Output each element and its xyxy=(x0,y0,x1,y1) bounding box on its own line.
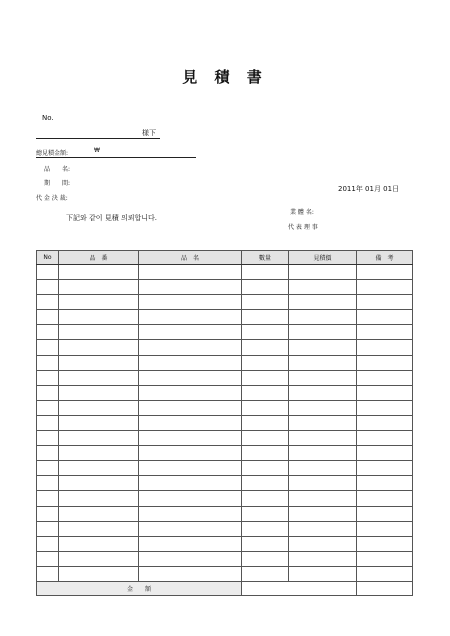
row-price-cell xyxy=(289,536,357,551)
row-quantity-cell xyxy=(242,325,289,340)
row-item-name-cell xyxy=(139,476,242,491)
row-no-cell xyxy=(37,536,59,551)
row-item-code-cell xyxy=(59,551,139,566)
document-title: 見 積 書 xyxy=(182,68,268,86)
row-price-cell xyxy=(289,355,357,370)
row-price-cell xyxy=(289,476,357,491)
row-remarks-cell xyxy=(357,340,413,355)
row-quantity-cell xyxy=(242,400,289,415)
row-remarks-cell xyxy=(357,400,413,415)
row-item-code-cell xyxy=(59,415,139,430)
row-remarks-cell xyxy=(357,295,413,310)
row-no-cell xyxy=(37,551,59,566)
table-row xyxy=(37,536,413,551)
row-item-name-cell xyxy=(139,551,242,566)
table-row xyxy=(37,280,413,295)
total-amount-label: 總見積金額: xyxy=(36,150,69,157)
table-row xyxy=(37,431,413,446)
row-price-cell xyxy=(289,310,357,325)
total-amount-line xyxy=(36,157,196,158)
row-remarks-cell xyxy=(357,310,413,325)
row-remarks-cell xyxy=(357,521,413,536)
row-price-cell xyxy=(289,521,357,536)
row-item-name-cell xyxy=(139,415,242,430)
header-item-name: 品 名 xyxy=(139,251,242,265)
row-no-cell xyxy=(37,506,59,521)
row-item-name-cell xyxy=(139,310,242,325)
table-row xyxy=(37,415,413,430)
row-item-code-cell xyxy=(59,476,139,491)
row-remarks-cell xyxy=(357,385,413,400)
row-item-name-cell xyxy=(139,355,242,370)
row-item-code-cell xyxy=(59,325,139,340)
header-no: No xyxy=(37,251,59,265)
row-item-name-cell xyxy=(139,265,242,280)
table-row xyxy=(37,446,413,461)
row-price-cell xyxy=(289,431,357,446)
estimate-table xyxy=(36,250,413,596)
row-no-cell xyxy=(37,340,59,355)
row-remarks-cell xyxy=(357,415,413,430)
row-item-name-cell xyxy=(139,566,242,581)
row-price-cell xyxy=(289,370,357,385)
row-remarks-cell xyxy=(357,461,413,476)
row-item-name-cell xyxy=(139,506,242,521)
row-item-name-cell xyxy=(139,491,242,506)
table-row xyxy=(37,355,413,370)
row-quantity-cell xyxy=(242,506,289,521)
row-quantity-cell xyxy=(242,536,289,551)
table-footer-row xyxy=(37,581,413,595)
row-item-name-cell xyxy=(139,536,242,551)
row-quantity-cell xyxy=(242,491,289,506)
row-remarks-cell xyxy=(357,491,413,506)
row-price-cell xyxy=(289,551,357,566)
row-quantity-cell xyxy=(242,280,289,295)
row-remarks-cell xyxy=(357,476,413,491)
row-no-cell xyxy=(37,310,59,325)
row-price-cell xyxy=(289,325,357,340)
row-item-code-cell xyxy=(59,370,139,385)
row-item-name-cell xyxy=(139,521,242,536)
row-no-cell xyxy=(37,521,59,536)
row-item-code-cell xyxy=(59,355,139,370)
row-item-name-cell xyxy=(139,325,242,340)
header-remarks: 備 考 xyxy=(357,251,413,265)
row-item-code-cell xyxy=(59,265,139,280)
table-row xyxy=(37,521,413,536)
row-remarks-cell xyxy=(357,431,413,446)
footer-amount-value xyxy=(242,581,357,595)
row-remarks-cell xyxy=(357,355,413,370)
table-row xyxy=(37,340,413,355)
row-price-cell xyxy=(289,566,357,581)
row-no-cell xyxy=(37,355,59,370)
row-price-cell xyxy=(289,415,357,430)
table-row xyxy=(37,551,413,566)
row-price-cell xyxy=(289,295,357,310)
recipient-suffix: 様下 xyxy=(142,129,156,137)
row-no-cell xyxy=(37,400,59,415)
row-no-cell xyxy=(37,325,59,340)
row-no-cell xyxy=(37,446,59,461)
row-price-cell xyxy=(289,265,357,280)
row-item-code-cell xyxy=(59,431,139,446)
row-remarks-cell xyxy=(357,280,413,295)
table-row xyxy=(37,506,413,521)
row-no-cell xyxy=(37,476,59,491)
payment-terms-label: 代 金 決 裁: xyxy=(36,195,68,202)
row-no-cell xyxy=(37,265,59,280)
period-label: 期 間: xyxy=(44,180,71,187)
table-header-row xyxy=(37,251,413,265)
table-row xyxy=(37,491,413,506)
row-no-cell xyxy=(37,491,59,506)
row-item-code-cell xyxy=(59,461,139,476)
row-price-cell xyxy=(289,446,357,461)
row-item-code-cell xyxy=(59,385,139,400)
row-quantity-cell xyxy=(242,265,289,280)
table-row xyxy=(37,265,413,280)
row-quantity-cell xyxy=(242,476,289,491)
table-row xyxy=(37,400,413,415)
header-quantity: 數量 xyxy=(242,251,289,265)
row-remarks-cell xyxy=(357,506,413,521)
row-quantity-cell xyxy=(242,295,289,310)
row-item-code-cell xyxy=(59,295,139,310)
row-item-name-cell xyxy=(139,280,242,295)
row-quantity-cell xyxy=(242,340,289,355)
header-estimated-price: 見積價 xyxy=(289,251,357,265)
row-item-code-cell xyxy=(59,280,139,295)
document-number-label: No. xyxy=(42,114,54,122)
row-item-code-cell xyxy=(59,310,139,325)
footer-remarks xyxy=(357,581,413,595)
table-row xyxy=(37,310,413,325)
row-remarks-cell xyxy=(357,325,413,340)
row-quantity-cell xyxy=(242,446,289,461)
row-item-name-cell xyxy=(139,370,242,385)
row-no-cell xyxy=(37,280,59,295)
table-row xyxy=(37,461,413,476)
footer-amount-label: 金 額 xyxy=(37,581,242,595)
table-row xyxy=(37,476,413,491)
row-item-name-cell xyxy=(139,461,242,476)
row-quantity-cell xyxy=(242,551,289,566)
row-price-cell xyxy=(289,280,357,295)
row-item-code-cell xyxy=(59,400,139,415)
row-remarks-cell xyxy=(357,265,413,280)
row-remarks-cell xyxy=(357,551,413,566)
table-row xyxy=(37,566,413,581)
table-row xyxy=(37,295,413,310)
row-remarks-cell xyxy=(357,566,413,581)
row-quantity-cell xyxy=(242,431,289,446)
row-remarks-cell xyxy=(357,370,413,385)
row-item-name-cell xyxy=(139,295,242,310)
row-quantity-cell xyxy=(242,461,289,476)
row-no-cell xyxy=(37,370,59,385)
row-item-code-cell xyxy=(59,506,139,521)
row-remarks-cell xyxy=(357,536,413,551)
row-item-name-cell xyxy=(139,400,242,415)
request-text: 下記와 같이 見積 의뢰합니다. xyxy=(66,214,157,222)
row-item-name-cell xyxy=(139,385,242,400)
table-row xyxy=(37,370,413,385)
row-price-cell xyxy=(289,506,357,521)
row-no-cell xyxy=(37,415,59,430)
row-price-cell xyxy=(289,461,357,476)
row-remarks-cell xyxy=(357,446,413,461)
row-item-name-cell xyxy=(139,340,242,355)
row-quantity-cell xyxy=(242,521,289,536)
item-name-label: 品 名: xyxy=(44,166,71,173)
recipient-line xyxy=(36,138,160,139)
row-quantity-cell xyxy=(242,370,289,385)
row-price-cell xyxy=(289,340,357,355)
row-no-cell xyxy=(37,431,59,446)
row-price-cell xyxy=(289,385,357,400)
table-row xyxy=(37,325,413,340)
table-row xyxy=(37,385,413,400)
document-date: 2011年 01月 01日 xyxy=(338,185,400,193)
row-no-cell xyxy=(37,385,59,400)
company-name-label: 業 體 名: xyxy=(290,209,314,216)
row-quantity-cell xyxy=(242,355,289,370)
row-price-cell xyxy=(289,491,357,506)
row-item-code-cell xyxy=(59,446,139,461)
row-quantity-cell xyxy=(242,415,289,430)
row-item-code-cell xyxy=(59,491,139,506)
row-price-cell xyxy=(289,400,357,415)
row-item-code-cell xyxy=(59,566,139,581)
header-item-code: 品 番 xyxy=(59,251,139,265)
row-no-cell xyxy=(37,295,59,310)
row-quantity-cell xyxy=(242,566,289,581)
row-no-cell xyxy=(37,566,59,581)
currency-symbol: ₩ xyxy=(94,147,100,154)
row-item-code-cell xyxy=(59,536,139,551)
row-item-code-cell xyxy=(59,340,139,355)
row-item-name-cell xyxy=(139,431,242,446)
row-no-cell xyxy=(37,461,59,476)
row-item-name-cell xyxy=(139,446,242,461)
representative-label: 代 表 理 事 xyxy=(288,224,318,231)
row-item-code-cell xyxy=(59,521,139,536)
row-quantity-cell xyxy=(242,310,289,325)
row-quantity-cell xyxy=(242,385,289,400)
